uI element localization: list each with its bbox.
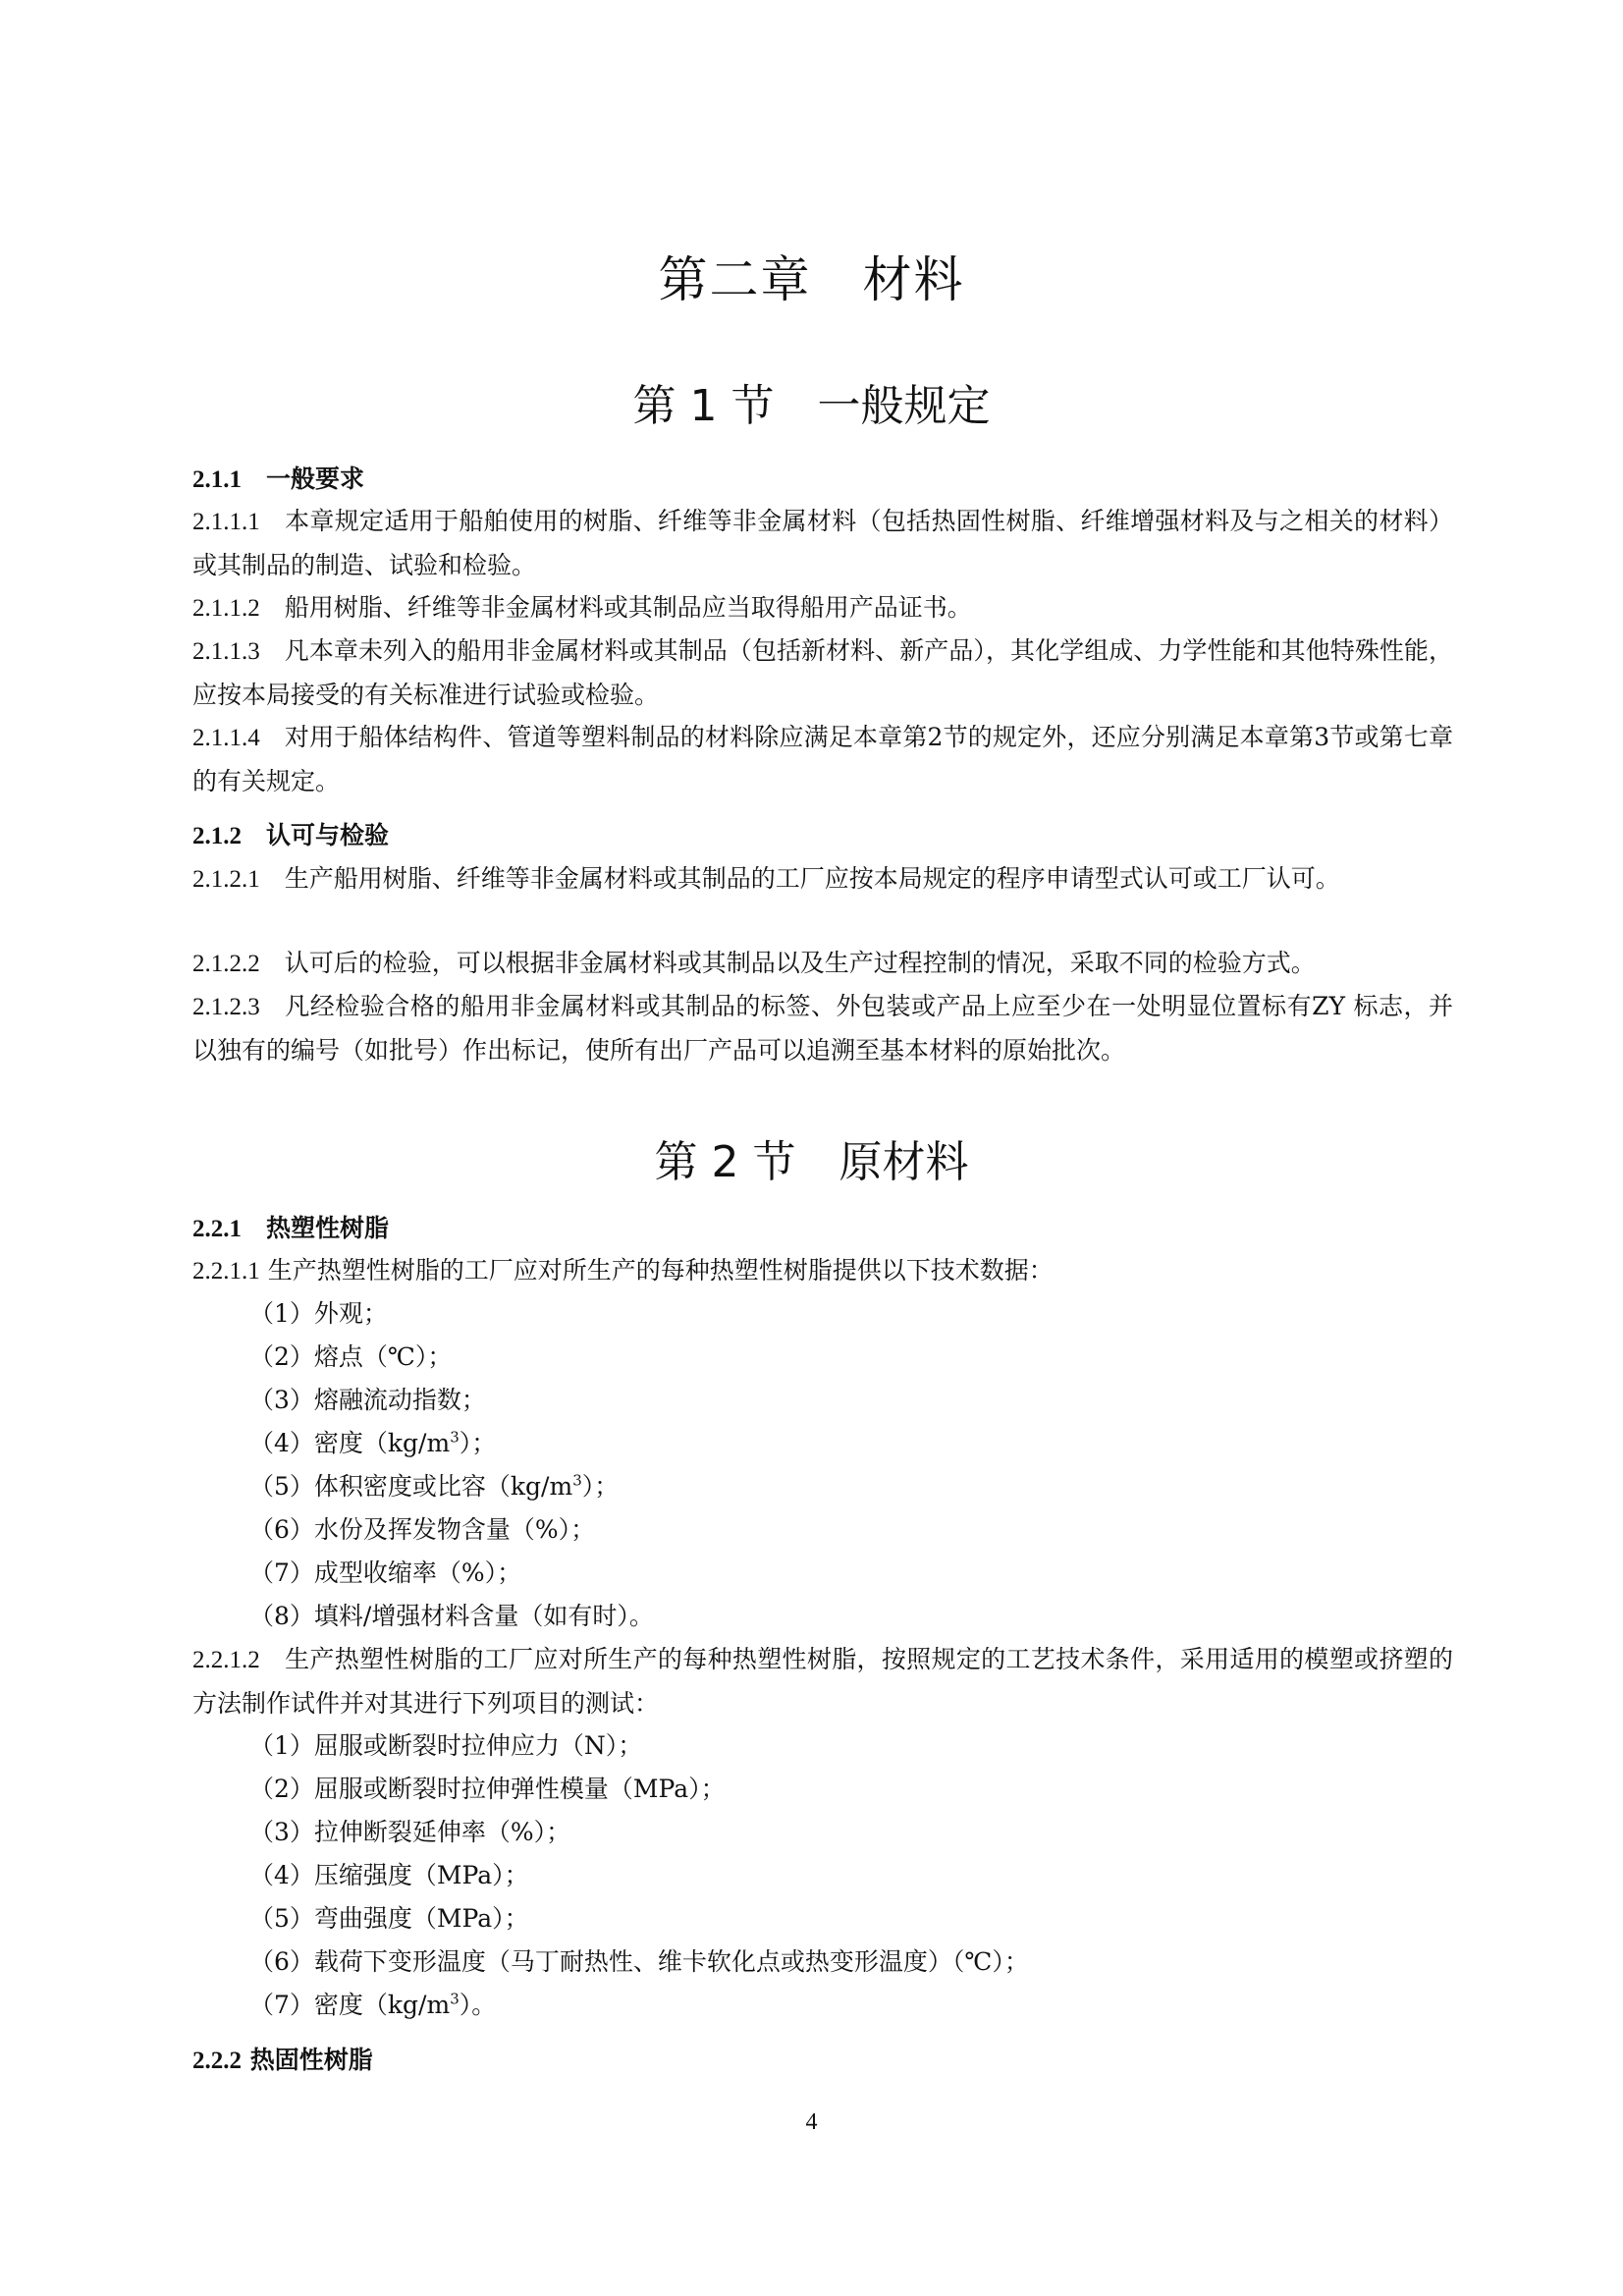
subsection-heading-2-1-2 [192,818,389,854]
list-item-text: （5）体积密度或比容（kg/m [249,1472,573,1501]
section-title-1: 第 1 节 一般规定 [632,381,991,431]
superscript: 3 [572,1471,582,1490]
subsection-heading-2-2-2 [192,2043,373,2079]
paragraph-number: 2.1.1.2 [192,595,260,622]
paragraph-text: 船用树脂、纤维等非金属材料或其制品应当取得船用产品证书。 [284,593,972,622]
paragraph-text: 认可后的检验，可以根据非金属材料或其制品以及生产过程控制的情况，采取不同的检验方式。 [284,949,1316,977]
paragraph-text: 凡本章未列入的船用非金属材料或其制品（包括新材料、新产品），其化学组成、力学性能和其他特殊性能，应按本局接受的有关标准进行试验或检验。 [192,636,1453,709]
paragraph-number: 2.1.2.3 [192,994,260,1020]
list-item: （1）屈服或断裂时拉伸应力（N）； [249,1731,643,1760]
subsection-title: 热塑性树脂 [266,1214,390,1242]
list-item: （3）熔融流动指数； [249,1386,486,1414]
paragraph-2-1-2-3 [192,985,1453,1072]
paragraph-number: 2.1.2.2 [192,951,260,977]
list-item [249,1984,1428,2027]
subsection-number: 2.2.1 [192,1216,242,1242]
paragraph-2-1-2-1 [192,857,1453,902]
list-item: （2）屈服或断裂时拉伸弹性模量（MPa）； [249,1775,726,1803]
paragraph-2-1-2-2 [192,942,1453,986]
paragraph-number: 2.1.2.1 [192,866,260,893]
paragraph-text: 生产热塑性树脂的工厂应对所生产的每种热塑性树脂，按照规定的工艺技术条件，采用适用的模塑或挤塑的方法制作试件并对其进行下列项目的测试： [192,1645,1453,1718]
list-item: （5）弯曲强度（MPa）； [249,1904,529,1933]
paragraph-text: 生产船用树脂、纤维等非金属材料或其制品的工厂应按本局规定的程序申请型式认可或工厂认可。 [284,864,1340,893]
list-item-text: （7）密度（kg/m [249,1991,451,2019]
list-item-tail: ）。 [459,1991,497,2019]
superscript: 3 [450,1428,460,1447]
section-title-2: 第 2 节 原材料 [654,1137,969,1187]
subsection-title: 热固性树脂 [249,2046,373,2074]
list-item: （8）填料/增强材料含量（如有时）。 [249,1602,654,1630]
paragraph-2-2-1-1 [192,1249,1453,1293]
subsection-heading-2-2-1 [192,1211,389,1247]
subsection-number: 2.2.2 [192,2048,242,2074]
chapter-title: 第二章 材料 [658,251,965,308]
superscript: 3 [450,1990,460,2008]
list-item: （6）水份及挥发物含量（%）； [249,1515,596,1544]
paragraph-2-1-1-4 [192,716,1453,803]
paragraph-number: 2.2.1.1 [192,1258,260,1285]
paragraph-text: 生产热塑性树脂的工厂应对所生产的每种热塑性树脂提供以下技术数据： [267,1256,1054,1285]
list-item-tail: ）； [459,1429,497,1457]
list-item: （1）外观； [249,1299,388,1328]
paragraph-number: 2.2.1.2 [192,1647,260,1673]
page-number: 4 [805,2109,818,2135]
paragraph-number: 2.1.1.4 [192,725,260,751]
paragraph-text: 本章规定适用于船舶使用的树脂、纤维等非金属材料（包括热固性树脂、纤维增强材料及与之相关的材料）或其制品的制造、试验和检验。 [192,507,1453,579]
list-item: （3）拉伸断裂延伸率（%）； [249,1818,571,1846]
subsection-heading-2-1-1 [192,462,364,498]
list-item: （6）载荷下变形温度（马丁耐热性、维卡软化点或热变形温度）（℃）； [249,1947,1029,1976]
list-item: （7）成型收缩率（%）； [249,1558,522,1587]
list-item-tail: ）； [581,1472,620,1501]
paragraph-text: 凡经检验合格的船用非金属材料或其制品的标签、外包装或产品上应至少在一处明显位置标有ZY 标志，并以独有的编号（如批号）作出标记，使所有出厂产品可以追溯至基本材料的原始批次。 [192,992,1453,1065]
subsection-title: 一般要求 [266,465,365,493]
subsection-title: 认可与检验 [266,821,390,849]
list-item [249,1465,1428,1508]
subsection-number: 2.1.2 [192,823,242,849]
paragraph-number: 2.1.1.1 [192,509,260,535]
subsection-number: 2.1.1 [192,466,242,493]
paragraph-number: 2.1.1.3 [192,638,260,665]
list-item-text: （4）密度（kg/m [249,1429,451,1457]
list-item: （4）压缩强度（MPa）； [249,1861,529,1889]
paragraph-2-1-1-2 [192,586,1453,630]
list-item: （2）熔点（℃）； [249,1342,453,1371]
paragraph-text: 对用于船体结构件、管道等塑料制品的材料除应满足本章第2节的规定外，还应分别满足本章第3节或第七章的有关规定。 [192,723,1453,795]
paragraph-2-2-1-2 [192,1638,1453,1725]
list-item [249,1422,1428,1465]
paragraph-2-1-1-1 [192,500,1453,587]
paragraph-2-1-1-3 [192,629,1453,717]
